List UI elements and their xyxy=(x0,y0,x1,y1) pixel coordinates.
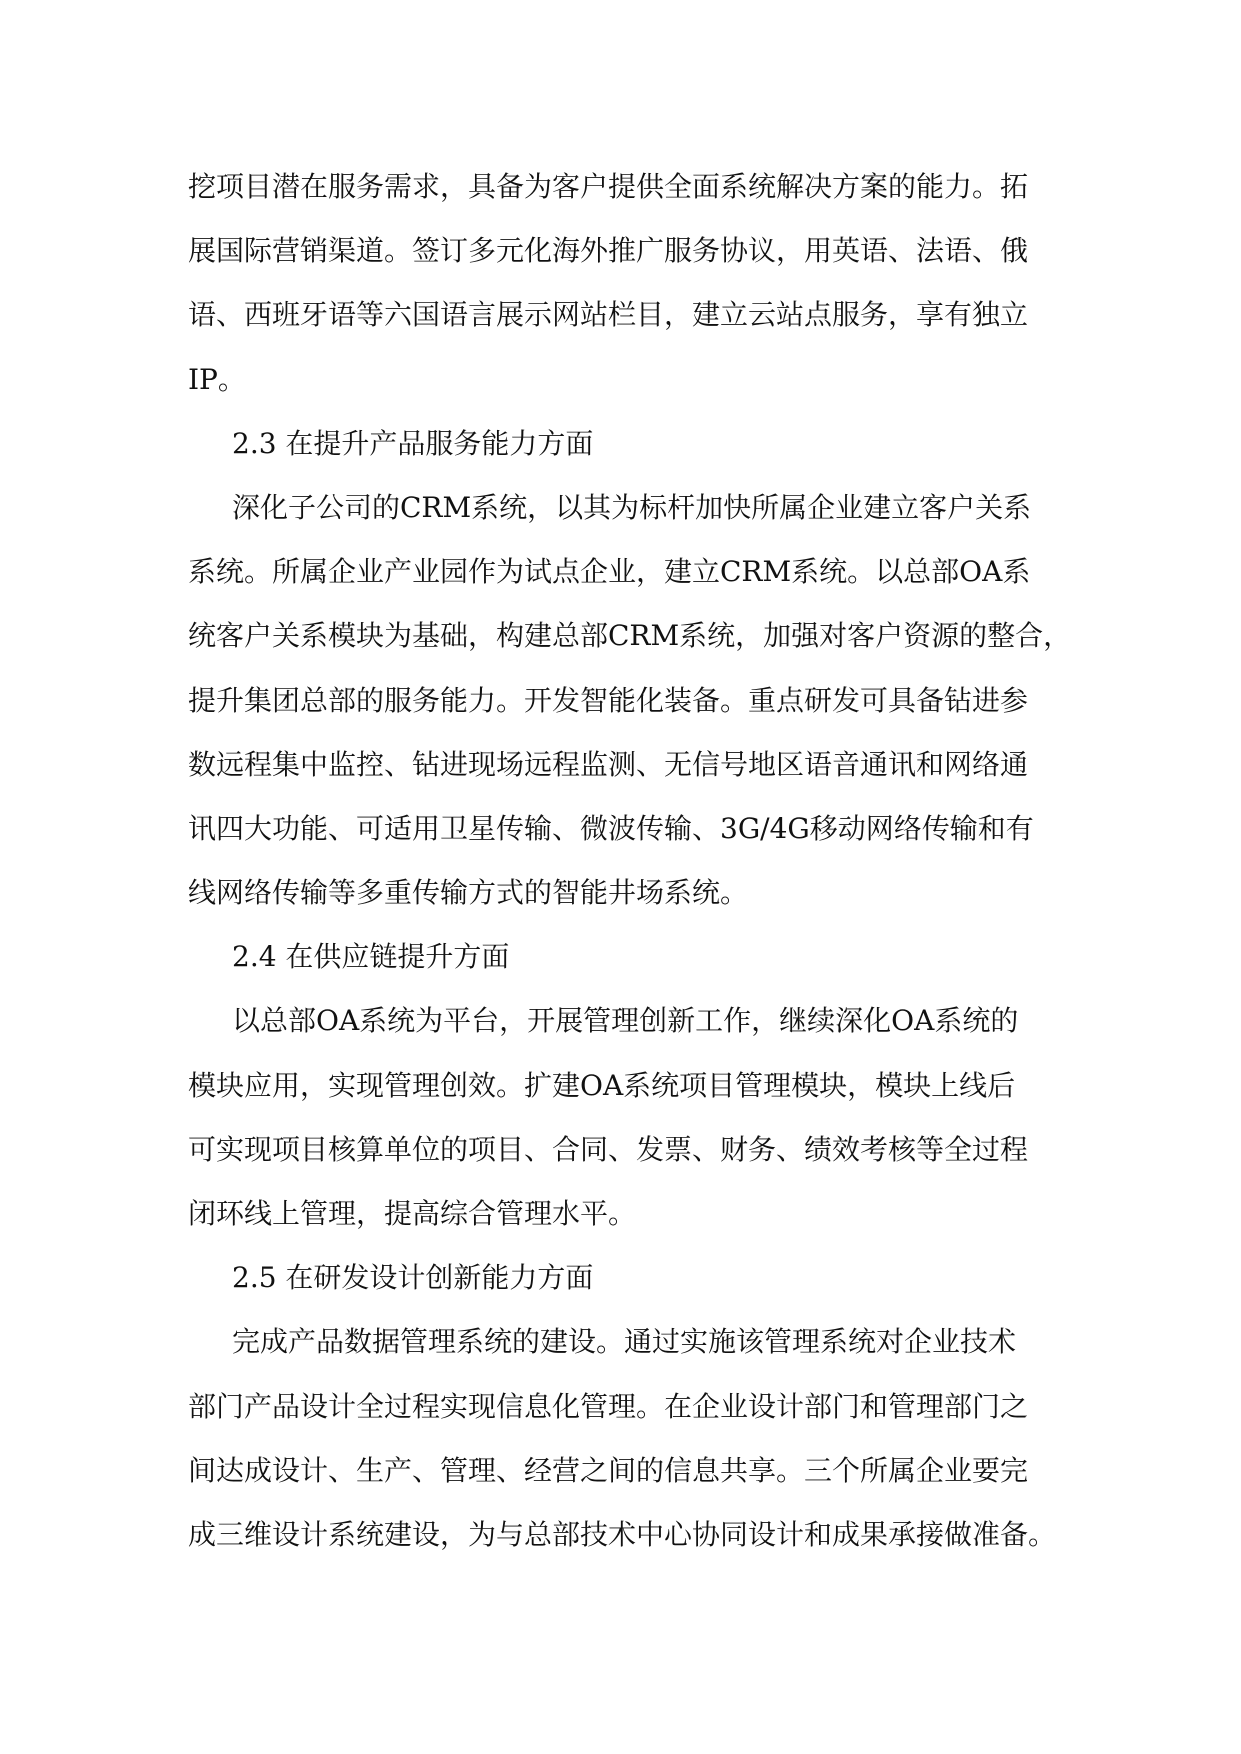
text-line: 2.4 在供应链提升方面 xyxy=(232,940,510,974)
text-line: 挖项目潜在服务需求，具备为客户提供全面系统解决方案的能力。拓 xyxy=(188,170,1029,203)
text-line: 2.5 在研发设计创新能力方面 xyxy=(232,1261,594,1295)
text-line: 数远程集中监控、钻进现场远程监测、无信号地区语音通讯和网络通 xyxy=(188,747,1029,781)
text-line: 模块应用，实现管理创效。扩建OA系统项目管理模块，模块上线后 xyxy=(188,1068,1016,1102)
text-line: 统客户关系模块为基础，构建总部CRM系统，加强对客户资源的整合， xyxy=(188,619,1072,653)
text-line: 展国际营销渠道。签订多元化海外推广服务协议，用英语、法语、俄 xyxy=(188,234,1029,268)
document-body xyxy=(188,155,1072,1567)
text-line: 讯四大功能、可适用卫星传输、微波传输、3G/4G移动网络传输和有 xyxy=(188,811,1034,845)
text-line: IP。 xyxy=(188,362,246,396)
text-line: 可实现项目核算单位的项目、合同、发票、财务、绩效考核等全过程 xyxy=(188,1132,1029,1166)
text-line: 以总部OA系统为平台，开展管理创新工作，继续深化OA系统的 xyxy=(232,1004,1019,1038)
text-line: 系统。所属企业产业园作为试点企业，建立CRM系统。以总部OA系 xyxy=(188,555,1031,589)
text-line: 部门产品设计全过程实现信息化管理。在企业设计部门和管理部门之 xyxy=(188,1389,1029,1423)
text-line: 2.3 在提升产品服务能力方面 xyxy=(232,426,594,460)
text-line: 提升集团总部的服务能力。开发智能化装备。重点研发可具备钻进参 xyxy=(188,683,1029,717)
text-line: 成三维设计系统建设，为与总部技术中心协同设计和成果承接做准备。 xyxy=(188,1517,1057,1551)
text-line: 语、西班牙语等六国语言展示网站栏目，建立云站点服务，享有独立 xyxy=(188,298,1029,332)
text-line: 完成产品数据管理系统的建设。通过实施该管理系统对企业技术 xyxy=(232,1325,1017,1359)
text-line: 深化子公司的CRM系统，以其为标杆加快所属企业建立客户关系 xyxy=(232,490,1032,524)
text-line: 线网络传输等多重传输方式的智能井场系统。 xyxy=(188,876,749,910)
text-line: 闭环线上管理，提高综合管理水平。 xyxy=(188,1197,637,1230)
text-line: 间达成设计、生产、管理、经营之间的信息共享。三个所属企业要完 xyxy=(188,1453,1029,1487)
